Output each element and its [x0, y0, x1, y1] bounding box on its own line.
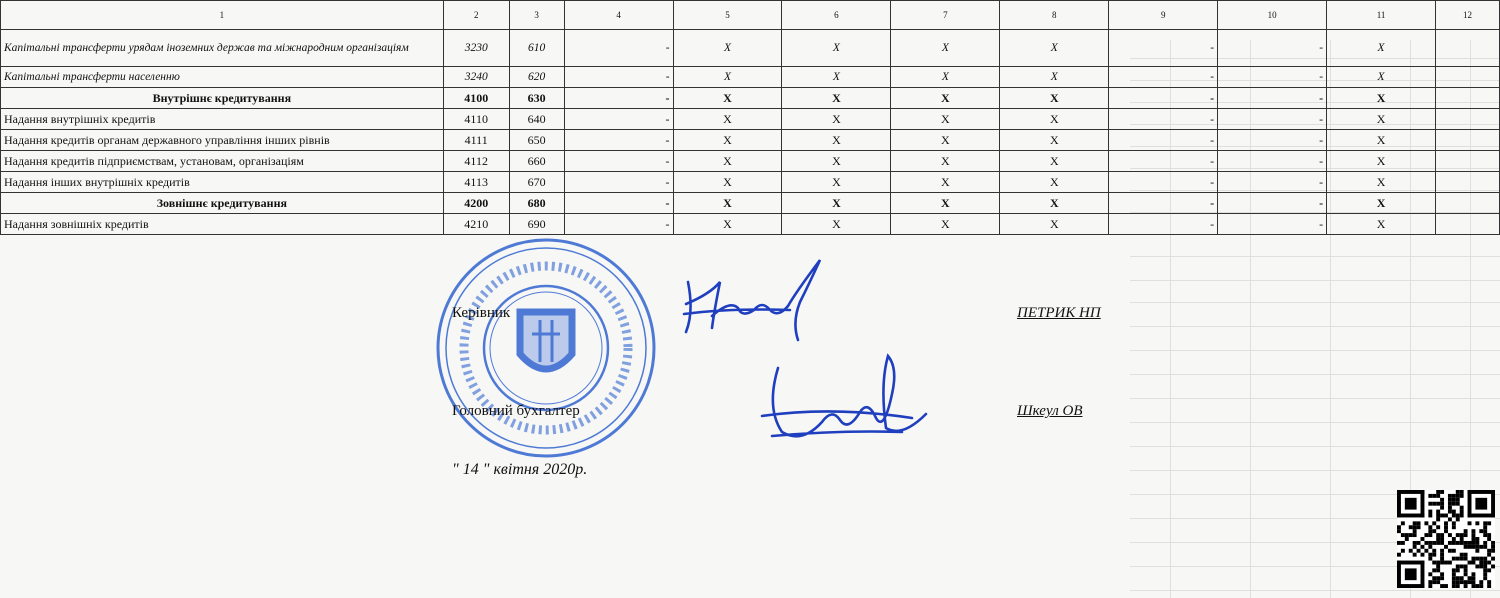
cell-value	[1435, 151, 1499, 172]
cell-value: -	[564, 109, 673, 130]
cell-value: X	[782, 172, 891, 193]
line-code: 650	[509, 130, 564, 151]
row-name: Капітальні трансферти населенню	[1, 67, 444, 88]
cell-value: X	[782, 151, 891, 172]
cell-value: -	[1109, 193, 1218, 214]
line-code: 690	[509, 214, 564, 235]
budget-code: 3230	[443, 30, 509, 67]
cell-value	[1435, 109, 1499, 130]
column-number: 1	[1, 1, 444, 30]
budget-code: 4210	[443, 214, 509, 235]
table-row	[1, 193, 1500, 214]
cell-value: X	[891, 130, 1000, 151]
cell-value: -	[1109, 151, 1218, 172]
cell-value	[1435, 172, 1499, 193]
cell-value: -	[564, 67, 673, 88]
budget-code: 3240	[443, 67, 509, 88]
table-row	[1, 88, 1500, 109]
cell-value: -	[564, 172, 673, 193]
column-number: 12	[1435, 1, 1499, 30]
line-code: 660	[509, 151, 564, 172]
cell-value: -	[1109, 88, 1218, 109]
budget-code: 4112	[443, 151, 509, 172]
table-row	[1, 109, 1500, 130]
head-label: Керівник	[452, 305, 511, 321]
column-number: 11	[1327, 1, 1436, 30]
cell-value: X	[673, 130, 782, 151]
cell-value: X	[1000, 193, 1109, 214]
cell-value	[1435, 67, 1499, 88]
cell-value: X	[891, 67, 1000, 88]
qr-code	[1397, 490, 1495, 588]
cell-value: X	[1000, 88, 1109, 109]
cell-value: X	[891, 214, 1000, 235]
cell-value: -	[564, 193, 673, 214]
report-table	[0, 0, 1500, 235]
column-number-row	[1, 1, 1500, 30]
cell-value: X	[782, 130, 891, 151]
cell-value: X	[1000, 30, 1109, 67]
cell-value: -	[1218, 193, 1327, 214]
cell-value: -	[1218, 214, 1327, 235]
cell-value: X	[891, 109, 1000, 130]
cell-value: X	[1000, 67, 1109, 88]
cell-value: -	[1218, 30, 1327, 67]
cell-value: -	[1218, 67, 1327, 88]
cell-value: X	[891, 151, 1000, 172]
table-row	[1, 130, 1500, 151]
column-number: 2	[443, 1, 509, 30]
report-date: " 14 " квітня 2020р.	[452, 461, 588, 478]
cell-value: X	[1327, 193, 1436, 214]
row-name: Надання внутрішніх кредитів	[1, 109, 444, 130]
cell-value: X	[1000, 214, 1109, 235]
cell-value: X	[1327, 109, 1436, 130]
line-code: 670	[509, 172, 564, 193]
row-name: Надання зовнішніх кредитів	[1, 214, 444, 235]
cell-value: X	[1327, 88, 1436, 109]
row-name: Надання кредитів органам державного управління інших рівнів	[1, 130, 444, 151]
budget-code: 4100	[443, 88, 509, 109]
cell-value: X	[891, 30, 1000, 67]
column-number: 3	[509, 1, 564, 30]
table-row	[1, 30, 1500, 67]
budget-code: 4200	[443, 193, 509, 214]
cell-value: X	[1327, 130, 1436, 151]
row-name: Надання інших внутрішніх кредитів	[1, 172, 444, 193]
cell-value: X	[673, 67, 782, 88]
budget-code: 4113	[443, 172, 509, 193]
cell-value: X	[1000, 130, 1109, 151]
budget-code: 4110	[443, 109, 509, 130]
cell-value: -	[1218, 88, 1327, 109]
cell-value: X	[673, 214, 782, 235]
line-code: 620	[509, 67, 564, 88]
accountant-signature	[752, 348, 932, 450]
budget-code: 4111	[443, 130, 509, 151]
cell-value: X	[673, 193, 782, 214]
cell-value: -	[1109, 172, 1218, 193]
cell-value: X	[1327, 214, 1436, 235]
cell-value	[1435, 88, 1499, 109]
head-name: ПЕТРИК НП	[1017, 305, 1101, 321]
column-number: 5	[673, 1, 782, 30]
cell-value: -	[1109, 67, 1218, 88]
cell-value: -	[1109, 130, 1218, 151]
cell-value	[1435, 214, 1499, 235]
cell-value: -	[564, 130, 673, 151]
cell-value: X	[673, 30, 782, 67]
line-code: 680	[509, 193, 564, 214]
cell-value: -	[564, 30, 673, 67]
cell-value: -	[1109, 109, 1218, 130]
cell-value: X	[782, 193, 891, 214]
table-row	[1, 214, 1500, 235]
cell-value: X	[673, 88, 782, 109]
cell-value: -	[564, 88, 673, 109]
cell-value: -	[564, 214, 673, 235]
line-code: 630	[509, 88, 564, 109]
cell-value	[1435, 30, 1499, 67]
row-name: Капітальні трансферти урядам іноземних держав та міжнародним організаціям	[1, 30, 444, 67]
cell-value: X	[1327, 172, 1436, 193]
cell-value: X	[782, 214, 891, 235]
row-name: Зовнішнє кредитування	[1, 193, 444, 214]
official-stamp	[432, 234, 660, 462]
cell-value: X	[1327, 151, 1436, 172]
cell-value: X	[782, 30, 891, 67]
cell-value: X	[1000, 151, 1109, 172]
column-number: 6	[782, 1, 891, 30]
accountant-name: Шкеул ОВ	[1017, 403, 1083, 419]
cell-value: X	[1327, 30, 1436, 67]
cell-value: X	[673, 151, 782, 172]
column-number: 4	[564, 1, 673, 30]
head-signature	[670, 252, 840, 348]
cell-value: X	[891, 88, 1000, 109]
cell-value: X	[782, 67, 891, 88]
cell-value: X	[782, 88, 891, 109]
cell-value: X	[1000, 172, 1109, 193]
table-row	[1, 67, 1500, 88]
row-name: Внутрішнє кредитування	[1, 88, 444, 109]
cell-value: X	[1327, 67, 1436, 88]
line-code: 610	[509, 30, 564, 67]
row-name: Надання кредитів підприємствам, установам, організаціям	[1, 151, 444, 172]
cell-value: -	[1109, 214, 1218, 235]
cell-value: -	[564, 151, 673, 172]
table-row	[1, 151, 1500, 172]
column-number: 7	[891, 1, 1000, 30]
cell-value: -	[1109, 30, 1218, 67]
cell-value: X	[673, 172, 782, 193]
cell-value	[1435, 193, 1499, 214]
column-number: 8	[1000, 1, 1109, 30]
column-number: 10	[1218, 1, 1327, 30]
cell-value: X	[782, 109, 891, 130]
cell-value: X	[673, 109, 782, 130]
cell-value: -	[1218, 109, 1327, 130]
cell-value: -	[1218, 151, 1327, 172]
line-code: 640	[509, 109, 564, 130]
accountant-label: Головний бухгалтер	[452, 403, 580, 419]
cell-value: -	[1218, 130, 1327, 151]
cell-value: X	[891, 193, 1000, 214]
table-row	[1, 172, 1500, 193]
column-number: 9	[1109, 1, 1218, 30]
cell-value	[1435, 130, 1499, 151]
cell-value: X	[891, 172, 1000, 193]
cell-value: -	[1218, 172, 1327, 193]
cell-value: X	[1000, 109, 1109, 130]
